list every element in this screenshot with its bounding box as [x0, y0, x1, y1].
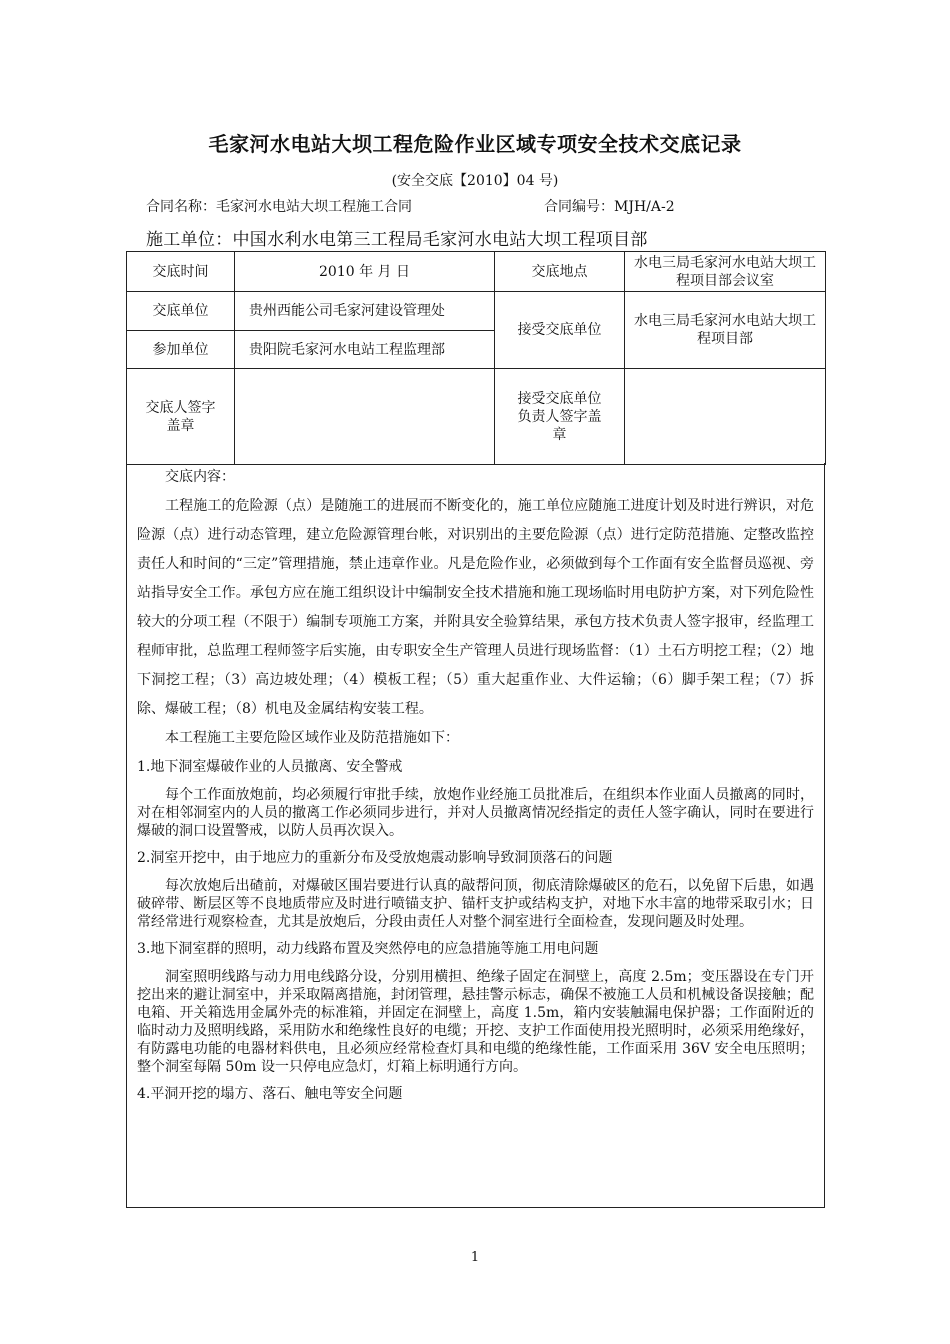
briefing-place-label: 交底地点: [495, 252, 625, 292]
section-body: 每次放炮后出碴前，对爆破区围岩要进行认真的敲帮问顶，彻底清除爆破区的危石，以免留下后患，如遇破碎带、断层区等不良地质带应及时进行喷锚支护、锚杆支护或结构支护，对地下水丰富的地带采取引水；日常经常进行观察检查，尤其是放炮后，分段由责任人对整个洞室进行全面检查，发现问题及时处理。: [137, 878, 814, 930]
section-body: 每个工作面放炮前，均必须履行审批手续，放炮作业经施工员批准后，在组织本作业面人员撤离的同时，对在相邻洞室内的人员的撤离工作必须同步进行，并对人员撤离情况经指定的责任人签字确认，同时在要进行爆破的洞口设置警戒，以防人员再次误入。: [137, 787, 814, 839]
receiver-signature-label: 接受交底单位负责人签字盖章: [495, 369, 625, 465]
section-body: 洞室照明线路与动力用电线路分设，分别用横担、绝缘子固定在洞壁上，高度 2.5m；变压器设在专门开挖出来的避让洞室中，并采取隔离措施，封闭管理，悬挂警示标志，确保不被施工人员和机械设备误接触；配电箱、开关箱选用金属外壳的标准箱，并固定在洞壁上，高度 1.5m，箱内安装触漏电保护器；工作面附近的临时动力及照明线路，采用防水和绝缘性良好的电缆；开挖、支护工作面使用投光照明时，必须采用绝缘好，有防露电功能的电器材料供电，且必须应经常检查灯具和电缆的绝缘性能，工作面采用 36V 安全电压照明；整个洞室每隔 50m 设一只停电应急灯，灯箱上标明通行方向。: [137, 969, 814, 1075]
section-title: 4.平洞开挖的塌方、落石、触电等安全问题: [137, 1086, 403, 1102]
receiver-unit-label: 接受交底单位: [495, 292, 625, 369]
briefing-org-label: 交底单位: [127, 292, 235, 331]
participant-label: 参加单位: [127, 331, 235, 369]
construction-unit: 施工单位：中国水利水电第三工程局毛家河水电站大坝工程项目部: [146, 230, 648, 250]
content-heading: 交底内容：: [165, 469, 235, 485]
briefing-content-box: [126, 463, 825, 1208]
briefing-time-value: 2010 年 月 日: [235, 252, 495, 292]
section-title: 1.地下洞室爆破作业的人员撤离、安全警戒: [137, 759, 403, 775]
briefing-info-table: [126, 251, 826, 465]
receiver-signature-field: [625, 369, 826, 465]
briefing-org-value: 贵州西能公司毛家河建设管理处: [235, 292, 495, 331]
section-title: 2.洞室开挖中，由于地应力的重新分布及受放炮震动影响导致洞顶落石的问题: [137, 850, 613, 866]
briefer-signature-label: 交底人签字盖章: [127, 369, 235, 465]
section-title: 3.地下洞室群的照明，动力线路布置及突然停电的应急措施等施工用电问题: [137, 941, 599, 957]
briefing-place-value: 水电三局毛家河水电站大坝工程项目部会议室: [625, 252, 826, 292]
page-number: 1: [470, 1250, 480, 1265]
content-intro: 工程施工的危险源（点）是随施工的进展而不断变化的，施工单位应随施工进度计划及时进行辨识，对危险源（点）进行动态管理，建立危险源管理台帐，对识别出的主要危险源（点）进行定防范措施、定整改监控责任人和时间的“三定”管理措施，禁止违章作业。凡是危险作业，必须做到每个工作面有安全监督员巡视、旁站指导安全工作。承包方应在施工组织设计中编制安全技术措施和施工现场临时用电防护方案，对下列危险性较大的分项工程（不限于）编制专项施工方案，并附具安全验算结果，承包方技术负责人签字报审，经监理工程师审批，总监理工程师签字后实施，由专职安全生产管理人员进行现场监督：（1）土石方明挖工程；（2）地下洞挖工程；（3）高边坡处理；（4）模板工程；（5）重大起重作业、大件运输；（6）脚手架工程；（7）拆除、爆破工程；（8）机电及金属结构安装工程。: [137, 498, 814, 717]
content-lead: 本工程施工主要危险区域作业及防范措施如下：: [165, 730, 459, 746]
document-number: (安全交底【2010】04 号): [391, 173, 559, 189]
contract-name: 合同名称：毛家河水电站大坝工程施工合同: [146, 199, 412, 215]
contract-number: 合同编号：MJH/A-2: [544, 199, 675, 215]
receiver-unit-value: 水电三局毛家河水电站大坝工程项目部: [625, 292, 826, 369]
participant-value: 贵阳院毛家河水电站工程监理部: [235, 331, 495, 369]
briefing-time-label: 交底时间: [127, 252, 235, 292]
document-title: 毛家河水电站大坝工程危险作业区域专项安全技术交底记录: [208, 132, 742, 156]
briefer-signature-field: [235, 369, 495, 465]
